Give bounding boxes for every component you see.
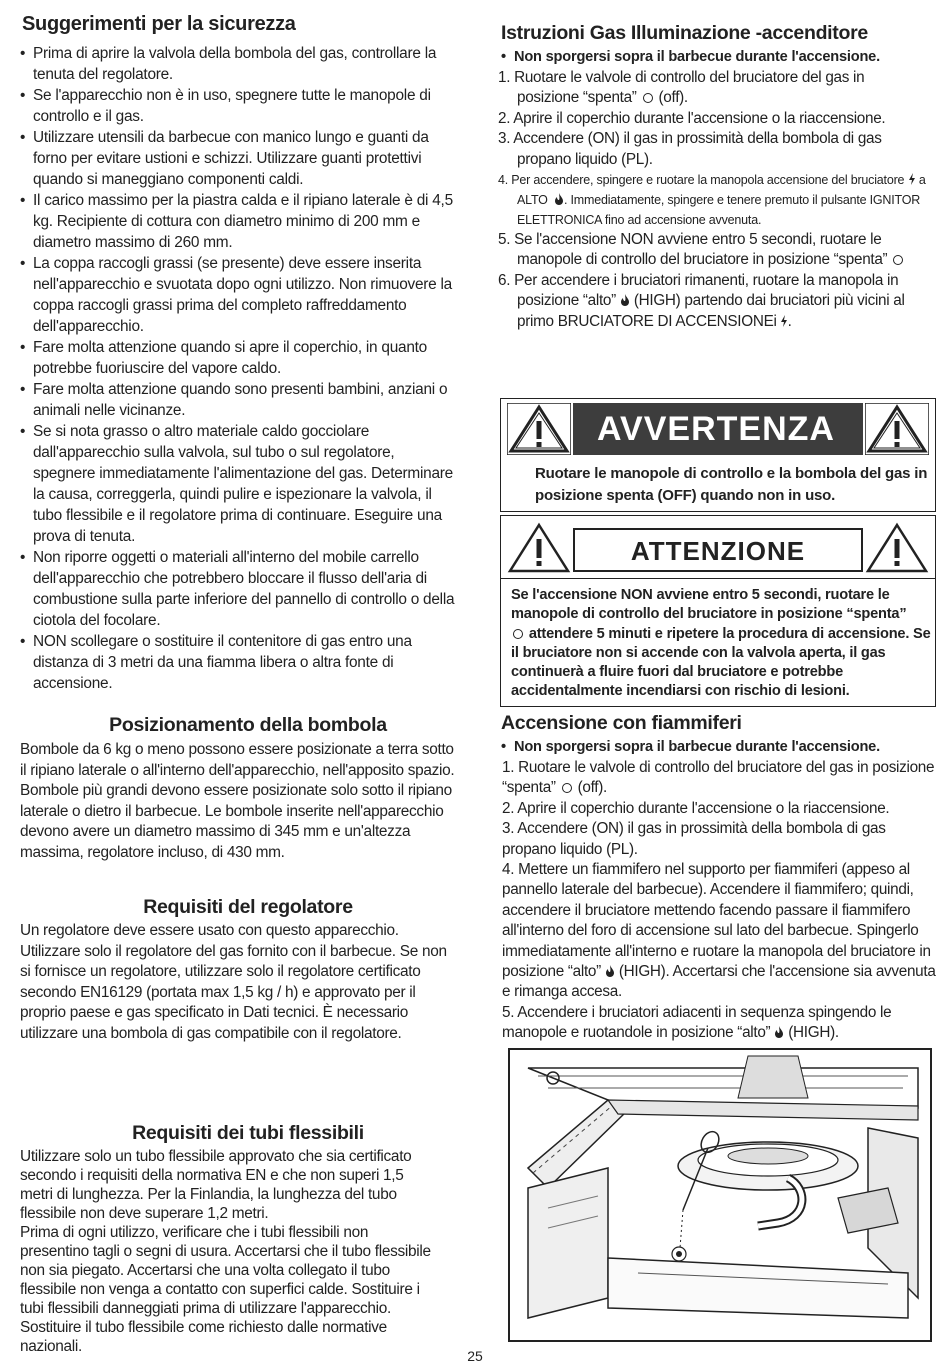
matches-warning: • Non sporgersi sopra il barbecue durante l'accensione. xyxy=(498,737,944,758)
ignition-title: Istruzioni Gas Illuminazione -accenditore xyxy=(501,22,868,44)
safety-item: • Non riporre oggetti o materiali all'interno del mobile carrello dell'apparecchio che potrebbero bloccare il flusso dell'aria di combustione sulla parte inferiore del pannello di controllo o della ciotola del focolare. xyxy=(18,547,458,631)
ignition-step-4: 4. Per accendere, spingere e ruotare la manopola accensione del bruciatore a ALTO . Immediatamente, spingere e tenere premuto il pulsante IGNITOR ELETTRONICA fino ad accensione avvenuta. xyxy=(498,173,926,228)
ignition-warning: • Non sporgersi sopra il barbecue durante l'accensione. xyxy=(498,47,944,68)
matches-step-3: 3. Accendere (ON) il gas in prossimità della bombola di gas propano liquido (PL). xyxy=(502,820,886,858)
warning-triangle-icon xyxy=(507,522,571,574)
safety-item: • Se l'apparecchio non è in uso, spegnere tutte le manopole di controllo e il gas. xyxy=(18,85,458,127)
hoses-title: Requisiti dei tubi flessibili xyxy=(132,1122,364,1144)
attenzione-header xyxy=(501,516,935,574)
flame-icon xyxy=(605,965,615,977)
matches-step-5: 5. Accendere i bruciatori adiacenti in sequenza spingendo le manopole e ruotandole in posizione “alto” (HIGH). xyxy=(502,1003,892,1042)
attenzione-box xyxy=(500,515,936,707)
safety-item: • Fare molta attenzione quando sono presenti bambini, anziani o animali nelle vicinanze. xyxy=(18,379,458,421)
safety-item: • NON scollegare o sostituire il contenitore di gas entro una distanza di 3 metri da una fiamma libera o altra fonte di accensione. xyxy=(18,631,458,694)
safety-item: • Utilizzare utensili da barbecue con manico lungo e guanti da forno per evitare ustioni e schizzi. Utilizzare guanti protettivi quando si maneggiano componenti caldi. xyxy=(18,127,458,190)
ignition-step-1: 1. Ruotare le valvole di controllo del bruciatore del gas in posizione “spenta” (off). xyxy=(498,69,865,107)
regulator-text: Un regolatore deve essere usato con questo apparecchio. Utilizzare solo il regolatore del gas fornito con il barbecue. Se non si fornisce un regolatore, utilizzare solo il regolatore certificato secondo EN16129 (portata max 1,5 kg / h) e approvato per il proprio paese e gas specificato in Dati tecnici. È necessario utilizzare una bombola di gas compatibile con il regolatore. xyxy=(20,922,447,1042)
off-icon xyxy=(893,255,903,265)
safety-item: • Se si nota grasso o altro materiale caldo gocciolare dall'apparecchio sulla valvola, sul tubo o sul regolatore, spegnere immediatamente l'alimentazione del gas. Determinare la causa, correggerla, quindi pulire e ispezionare la valvola, il tubo flessibile e il regolatore prima di continuare. Eseguire una prova di tenuta. xyxy=(18,421,458,547)
safety-item: • Prima di aprire la valvola della bombola del gas, controllare la tenuta del regolatore. xyxy=(18,43,458,85)
safety-item: • Fare molta attenzione quando si apre il coperchio, in quanto potrebbe fuoriuscire del vapore caldo. xyxy=(18,337,458,379)
regulator-title: Requisiti del regolatore xyxy=(143,896,353,918)
safety-item: • La coppa raccogli grassi (se presente) deve essere inserita nell'apparecchio e svuotata dopo ogni utilizzo. Non rimuovere la coppa raccogli grassi prima del completo raffreddamento dell'apparecchio. xyxy=(18,253,458,337)
ignition-step-5: 5. Se l'accensione NON avviene entro 5 secondi, ruotare le manopole di controllo del bruciatore in posizione “spenta” xyxy=(498,230,926,271)
matches-steps xyxy=(502,758,938,1044)
safety-list xyxy=(18,43,458,694)
matches-title: Accensione con fiammiferi xyxy=(501,712,742,734)
avvertenza-label: AVVERTENZA xyxy=(573,403,863,455)
warning-triangle-icon xyxy=(865,522,929,574)
page-number: 25 xyxy=(467,1348,483,1364)
grill-burner-illustration xyxy=(508,1048,932,1342)
off-icon xyxy=(562,783,572,793)
hoses-text-1: Utilizzare solo un tubo flessibile approvato che sia certificato secondo i requisiti della normativa EN e che non superi 1,5 metri di lunghezza. Per la Finlandia, la lunghezza del tubo flessibile non deve superare 1,2 metri. xyxy=(20,1148,412,1222)
ignition-step-3: 3. Accendere (ON) il gas in prossimità della bombola di gas propano liquido (PL). xyxy=(498,130,882,168)
flame-icon xyxy=(620,294,630,306)
safety-item: • Il carico massimo per la piastra calda e il ripiano laterale è di 4,5 kg. Recipiente di cottura con diametro minimo di 200 mm e diametro massimo di 260 mm. xyxy=(18,190,458,253)
warning-triangle-icon xyxy=(507,403,571,455)
matches-step-4: 4. Mettere un fiammifero nel supporto per fiammiferi (appeso al pannello laterale del barbecue). Accendere il fiammifero; quindi, accendere il bruciatore mettendo facendo passare il fiammifero all'interno del foro di accensione sul lato del barbecue. Spingerlo immediatamente all'interno e ruotare la manopola del bruciatore in posizione “alto” (HIGH). Accertarsi che l'accensione sia avvenuta e rimanga accesa. xyxy=(502,861,936,1001)
attenzione-text: Se l'accensione NON avviene entro 5 secondi, ruotare le manopole di controllo del bruciatore in posizione “spenta” attendere 5 minuti e ripetere la procedura di accensione. Se il bruciatore non si accende con la valvola aperta, il gas continuerà a fluire fuori dal bruciatore e potrebbe accidentalmente incendiarsi con rischio di lesioni. xyxy=(511,587,931,700)
flame-icon xyxy=(554,193,564,205)
attenzione-divider xyxy=(501,578,935,579)
avvertenza-header xyxy=(501,399,935,457)
off-icon xyxy=(643,93,653,103)
spark-icon xyxy=(780,315,788,327)
ignition-step-2: 2. Aprire il coperchio durante l'accensione o la riaccensione. xyxy=(498,109,886,127)
cylinder-title: Posizionamento della bombola xyxy=(109,714,387,736)
ignition-steps xyxy=(498,68,926,332)
off-icon xyxy=(513,629,523,639)
hoses-text-2: Prima di ogni utilizzo, verificare che i tubi flessibili non presentino tagli o segni di usura. Accertarsi che il tubo flessibile non sia piegato. Accertarsi che una volta collegato il tubo flessibile non venga a contatto con superfici calde. Sostituire i tubi flessibili danneggiati prima di utilizzare l'apparecchio. Sostituire il tubo flessibile come richiesto dalle normative nazionali. xyxy=(20,1224,431,1355)
flame-icon xyxy=(774,1026,784,1038)
matches-step-1: 1. Ruotare le valvole di controllo del bruciatore del gas in posizione “spenta” (off). xyxy=(502,759,935,797)
avvertenza-box xyxy=(500,398,936,512)
matches-step-2: 2. Aprire il coperchio durante l'accensione o la riaccensione. xyxy=(502,799,890,817)
ignition-step-6: 6. Per accendere i bruciatori rimanenti, ruotare la manopola in posizione “alto” (HIGH) partendo dai bruciatori più vicini al primo BRUCIATORE DI ACCENSIONEi . xyxy=(498,271,905,330)
warning-triangle-icon xyxy=(865,403,929,455)
safety-title: Suggerimenti per la sicurezza xyxy=(22,13,296,35)
spark-icon xyxy=(908,173,916,185)
avvertenza-text: Ruotare le manopole di controllo e la bombola del gas in posizione spenta (OFF) quando non in uso. xyxy=(535,465,928,504)
cylinder-text: Bombole da 6 kg o meno possono essere posizionate a terra sotto il ripiano laterale o all'interno dell'apparecchio, nell'apposito spazio. Bombole più grandi devono essere posizionate solo sotto il ripiano laterale o dietro il barbecue. Le bombole inserite nell'apparecchio devono avere un diametro massimo di 345 mm e un'altezza massima, regolatore incluso, di 430 mm. xyxy=(20,741,455,861)
attenzione-label: ATTENZIONE xyxy=(573,528,863,572)
